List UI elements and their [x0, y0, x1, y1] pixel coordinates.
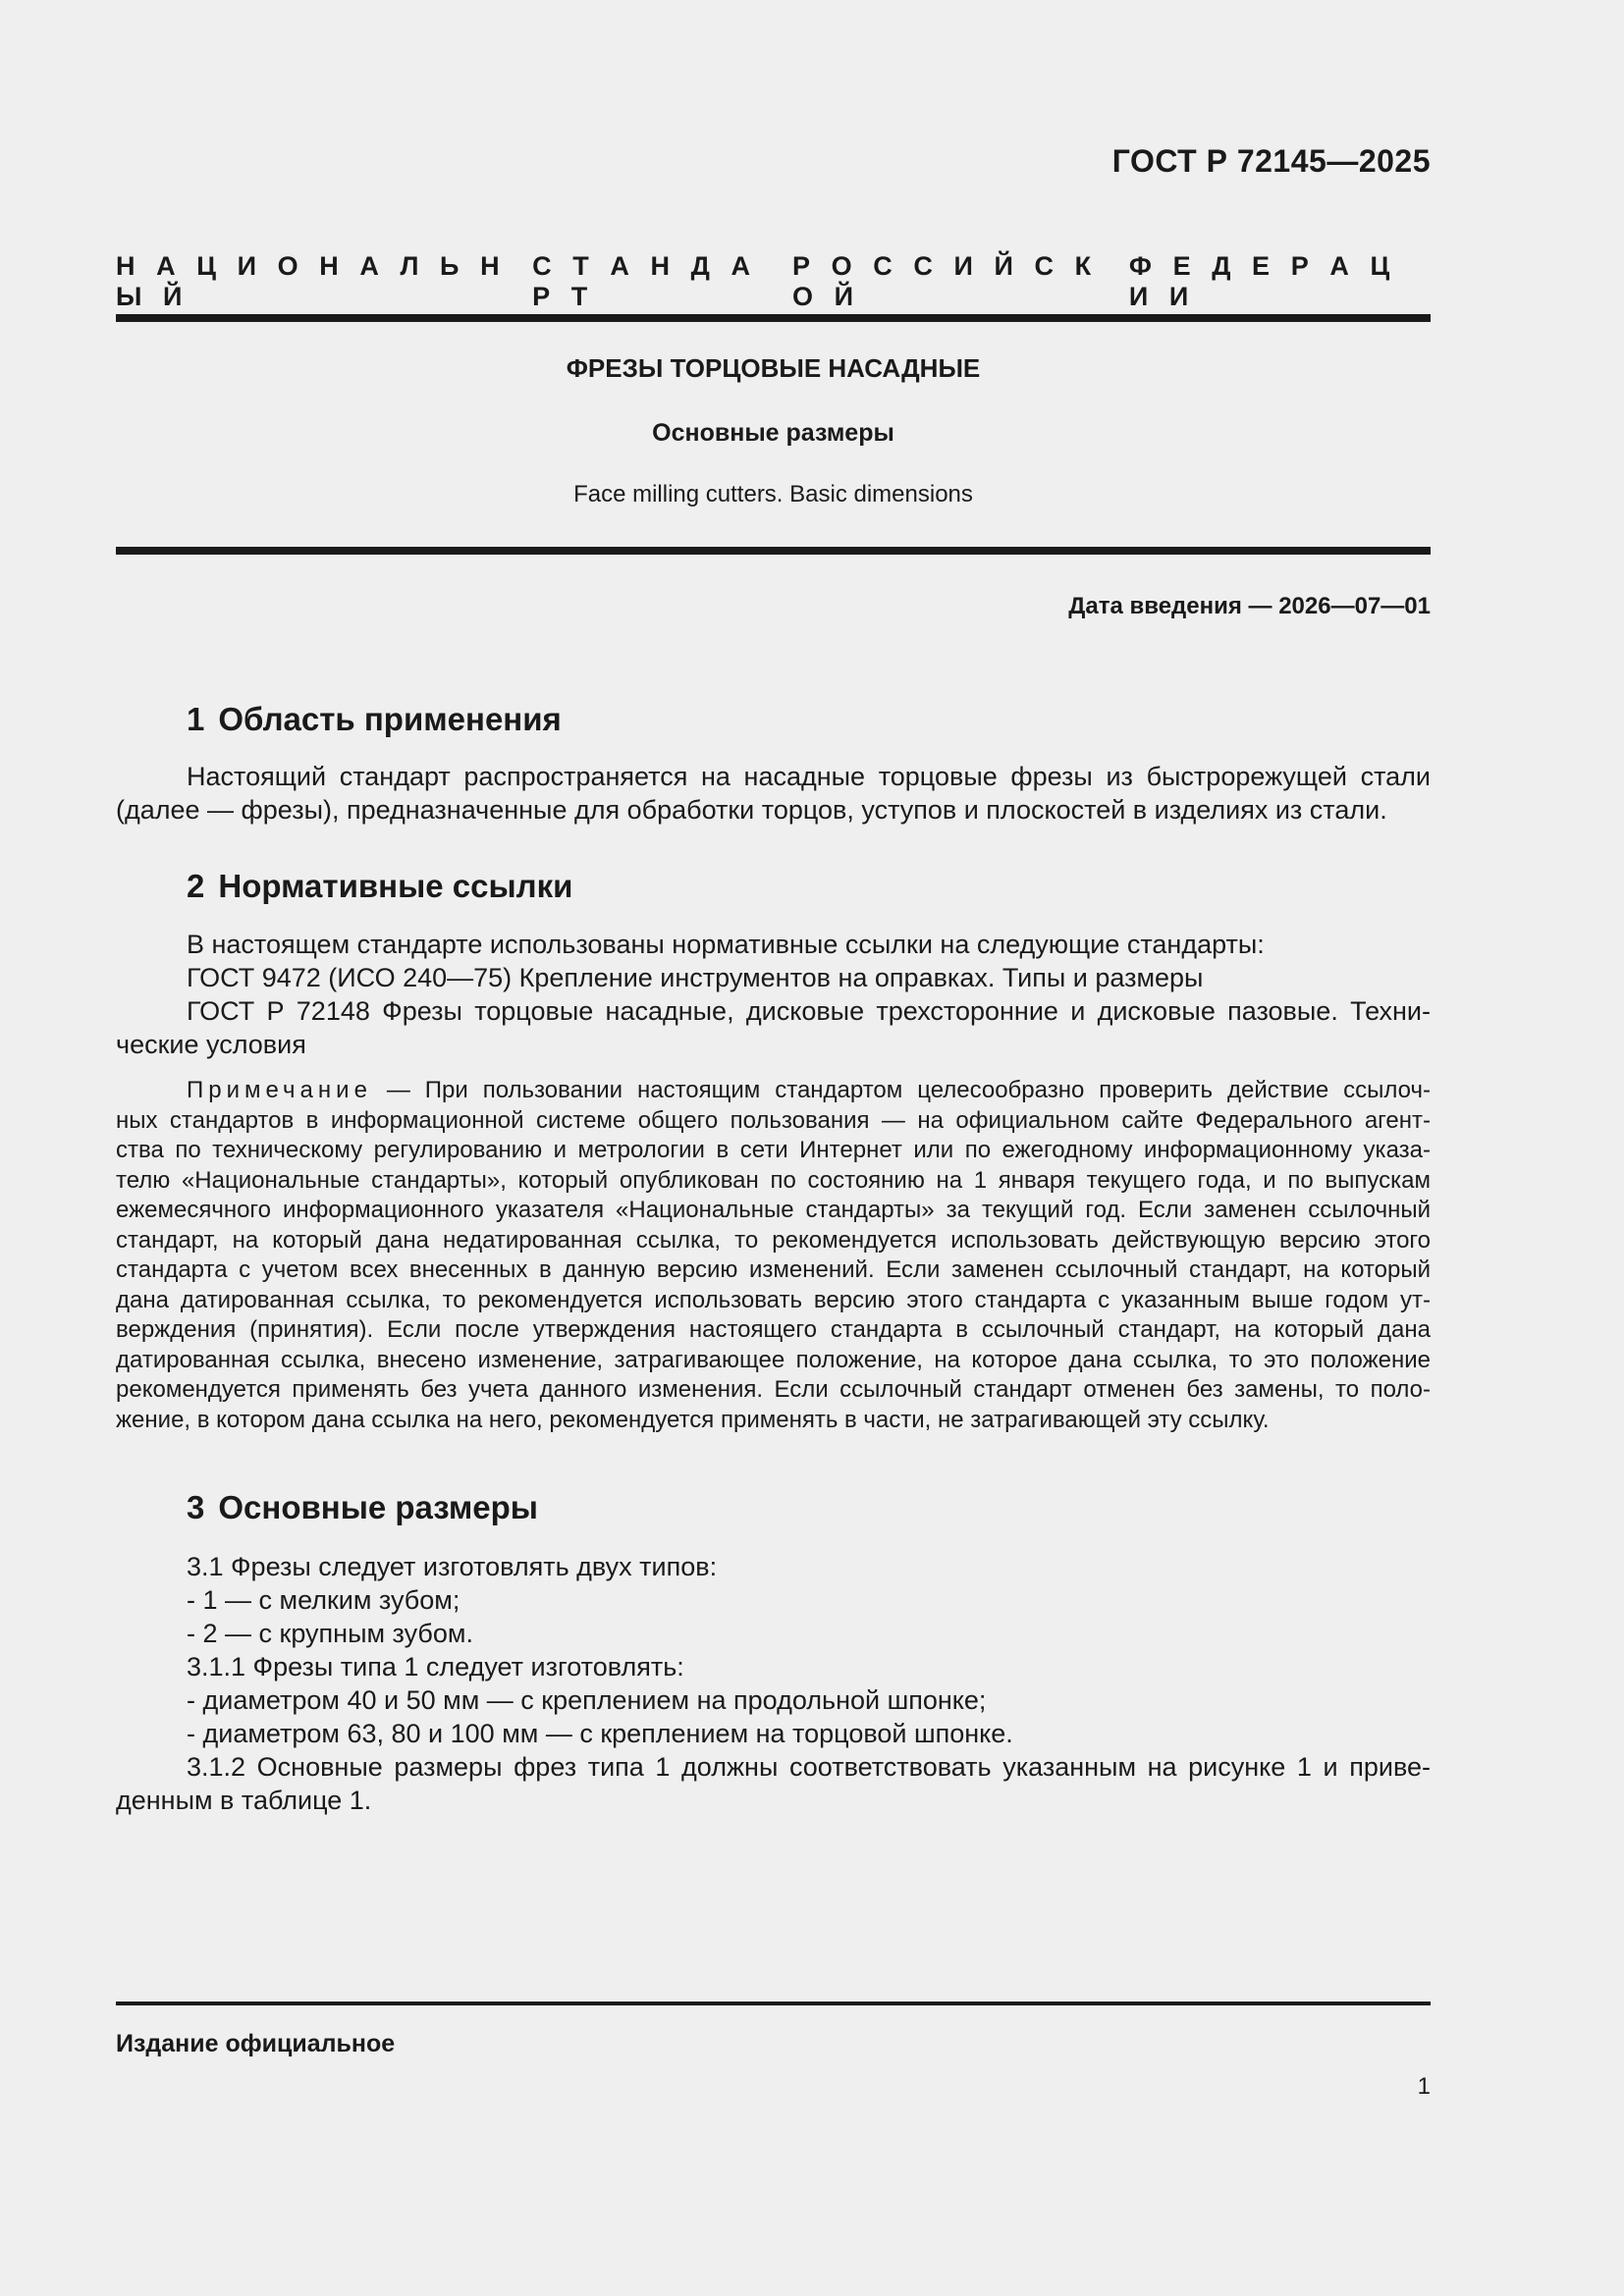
- section-1-text-line: (далее — фрезы), предназначенные для обработки торцов, уступов и плоскостей в изделиях из стали.: [116, 795, 1387, 825]
- note-text: — При пользовании настоящим стандартом целесообразно проверить действие ссылоч-: [371, 1077, 1431, 1103]
- document-title: ФРЕЗЫ ТОРЦОВЫЕ НАСАДНЫЕ: [566, 353, 981, 383]
- title-divider: [116, 547, 1431, 555]
- section-3-text-line: 3.1.2 Основные размеры фрез типа 1 должны соответствовать указанным на рисунке 1 и приве-: [187, 1752, 1431, 1782]
- document-page: [116, 0, 1431, 2296]
- section-3-text-line: 3.1 Фрезы следует изготовлять двух типов:: [187, 1552, 718, 1581]
- list-item: - диаметром 40 и 50 мм — с креплением на продольной шпонке;: [187, 1685, 987, 1715]
- english-title: Face milling cutters. Basic dimensions: [573, 481, 973, 507]
- note-line: телю «Национальные стандарты», который опубликован по состоянию на 1 января текущего года, и по выпускам: [116, 1166, 1431, 1194]
- reference-item: ГОСТ 9472 (ИСО 240—75) Крепление инструментов на оправках. Типы и размеры: [187, 963, 1204, 992]
- section-number: 3: [187, 1489, 205, 1525]
- note-line: ных стандартов в информационной системе общего пользования — на официальном сайте Федерального агент-: [116, 1106, 1431, 1134]
- note-line: [116, 1076, 1431, 1106]
- note-line: дана датированная ссылка, то рекомендуется использовать версию этого стандарта с указанным выше годом ут-: [116, 1286, 1431, 1313]
- note-label: Примечание: [187, 1077, 372, 1103]
- note-line: ежемесячного информационного указателя «Национальные стандарты» за текущий год. Если заменен ссылочный: [116, 1197, 1431, 1223]
- doc-number: ГОСТ Р 72145—2025: [1111, 143, 1431, 179]
- section-title: Нормативные ссылки: [218, 868, 573, 904]
- section-2-text-line: В настоящем стандарте использованы нормативные ссылки на следующие стандарты:: [187, 930, 1265, 959]
- note-line: ства по техническому регулированию и метрологии в сети Интернет или по ежегодному информационному указа-: [116, 1137, 1431, 1163]
- section-number: 2: [187, 868, 205, 904]
- introduction-date: Дата введения — 2026—07—01: [1068, 593, 1431, 619]
- note-line: жение, в котором дана ссылка на него, рекомендуется применять в части, не затрагивающей эту ссылку.: [116, 1406, 1270, 1433]
- list-item: - диаметром 63, 80 и 100 мм — с креплением на торцовой шпонке.: [187, 1719, 1013, 1748]
- section-title: Область применения: [218, 701, 562, 737]
- section-1-heading: [187, 701, 562, 738]
- document-subtitle: Основные размеры: [652, 419, 894, 447]
- section-3-text-line: 3.1.1 Фрезы типа 1 следует изготовлять:: [187, 1652, 684, 1682]
- note-line: рекомендуется применять без учета данного изменения. Если ссылочный стандарт отменен без замены, то поло-: [116, 1376, 1431, 1403]
- section-2-heading: [187, 868, 572, 905]
- reference-item: ческие условия: [116, 1030, 306, 1059]
- section-number: 1: [187, 701, 205, 737]
- note-line: верждения (принятия). Если после утверждения настоящего стандарта в ссылочный стандарт, на который дана: [116, 1316, 1431, 1343]
- note-line: датированная ссылка, внесено изменение, затрагивающее положение, на которое дана ссылка, то это положение: [116, 1346, 1431, 1373]
- top-divider: [116, 314, 1431, 322]
- section-3-text-line: денным в таблице 1.: [116, 1786, 372, 1815]
- note-line: стандарт, на который дана недатированная ссылка, то рекомендуется использовать действующую версию этого: [116, 1226, 1431, 1254]
- national-title-word: Р О С С И Й С К О Й: [792, 251, 1112, 311]
- section-title: Основные размеры: [218, 1489, 538, 1525]
- note-line: стандарта с учетом всех внесенных в данную версию изменений. Если заменен ссылочный стандарт, на который: [116, 1256, 1431, 1283]
- section-3-heading: [187, 1489, 538, 1526]
- reference-item: ГОСТ Р 72148 Фрезы торцовые насадные, дисковые трехсторонние и дисковые пазовые. Техни-: [187, 996, 1431, 1026]
- page-number: 1: [1417, 2073, 1431, 2100]
- footer-divider: [116, 2002, 1431, 2005]
- national-title-word: Ф Е Д Е Р А Ц И И: [1128, 251, 1411, 311]
- list-item: - 2 — с крупным зубом.: [187, 1619, 473, 1648]
- national-title-word: Н А Ц И О Н А Л Ь Н Ы Й: [116, 251, 521, 311]
- official-edition-label: Издание официальное: [116, 2030, 396, 2057]
- national-title-word: С Т А Н Д А Р Т: [532, 251, 772, 311]
- section-1-text-line: Настоящий стандарт распространяется на насадные торцовые фрезы из быстрорежущей стали: [187, 762, 1431, 791]
- national-standard-title: [116, 251, 1431, 312]
- list-item: - 1 — с мелким зубом;: [187, 1585, 460, 1615]
